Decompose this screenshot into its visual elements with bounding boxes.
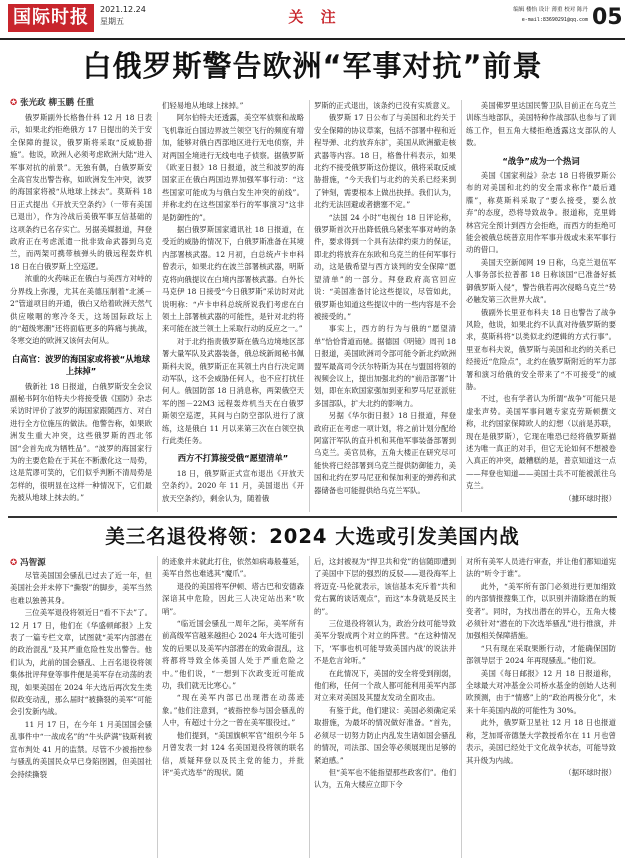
article1-column-2: [162, 100, 304, 512]
article2-column-3: [314, 556, 456, 858]
article2-author: 冯智源: [20, 558, 46, 568]
article2-paragraph: 三位退役将领认为，政治分歧可能导致美军分裂成两个对立的阵营。“在这种情况下，‘军事也机可能导致美国内战’的说法并不是危言耸听。”: [314, 619, 456, 666]
article1-paragraph: 美国《国家利益》杂志 18 日将俄罗斯公布的对美国和北约的安全需求称作“最后通牒”，称莫斯科采取了“要么接受，要么放弃”的态度，恐将导致战争。报道称，克里姆林宫完全预计到西方会拒绝，而西方的拒绝可能会被俄总统普京用作军事升级或未来军事行动的借口。: [466, 171, 616, 255]
masthead: [0, 0, 625, 40]
star-icon: ✪: [10, 98, 21, 108]
star-icon: ✪: [10, 558, 21, 568]
article1-paragraph: 浓重的火药味正在俄白与美西方对峙的分界线上弥漫，尤其在美德压制着“北溪－2”管道项目的开通，俄白又给着欧洲天然气供应喉咽的寒冷冬天，这场国际政坛上的“超级寒潮”还将面临更多的阵痛与挑战，冬寒交迫的欧洲又该何去何从。: [10, 274, 152, 346]
article1-subhead-2: 西方不打算接受俄“愿望清单”: [177, 453, 289, 464]
issue-weekday: 星期五: [100, 17, 124, 26]
column-divider: [309, 556, 310, 858]
article2-column-4: [466, 556, 616, 858]
article1-paragraph: 据白俄罗斯国家通讯社 18 日报道，在受近的威胁的情况下，白俄罗斯准备在其境内部署核武器。12 月初，白总统卢卡申科曾表示，如果北约在波兰部署核武器，明斯克将向俄提议在白境内部署核武器。白外长马克伊 18 日接受“今日俄罗斯”采访时对此说明称：“卢卡申科总统所说我们考虑在白领土上部署核武器的可能性，是针对北约将来可能在波兰领土上采取行动的反应之一。”: [162, 225, 304, 334]
article1-paragraph: 对于北约指责俄罗斯在俄乌边境地区部署大量军队及武器装备，俄总统新闻秘书佩斯科夫说，俄罗斯正在其领土内自行决定调动军队，这不会威胁任何人，也不应打扰任何人。俄国防部 18 日消息称，两架俄空天军的图－22M3 远程轰炸机当天在白俄罗斯领空巡逻，其间与白防空部队进行了演练，这是俄白 11 月以来第三次在白领空执行此类任务。: [162, 336, 304, 445]
article1-column-3: [314, 100, 456, 512]
article1-headline: 白俄罗斯警告欧洲“军事对抗”前景: [82, 49, 543, 83]
article1-paragraph: 美国天空新闻网 19 日称，乌克兰退伍军人事务部长拉普都 18 日称该国“已准备好抵御俄罗斯入侵”，警告俄若再次侵略乌克兰“势必触发第三次世界大战”。: [466, 257, 616, 305]
column-divider: [461, 100, 462, 512]
page-number: 05: [592, 5, 623, 30]
article2-source: （据环球时报）: [564, 767, 616, 777]
article1-paragraph: 另据《华尔街日报》18 日报道，拜登政府正在考虑一项计划，将之前计划分配给阿富汗军队的直升机和其他军事装备部署到乌克兰。美官员称，五角大楼正在研究尽可能快将已经部署到乌克兰提供防御能力，美国和北约在罗马尼亚和保加利亚的弹药和武器储备也可能提供给乌克兰军队。: [314, 411, 456, 495]
article2-paragraph: “临近国会骚乱一周年之际，美军所有前高级军官越来越担心 2024 年大选可能引发的后果以及美军内部潜在的致命混乱，这将都将导致全体美国人处于严重危险之中。”他们说，“一想到下次政变近可能成功，我们就无比寒心。”: [162, 619, 304, 691]
issue-date: 2021.12.24: [100, 5, 146, 14]
article1-paragraph: 阿尔伯特夫还透露，美空军侦察和战略飞机靠近白国边界波兰领空飞行的频度有增加，能够对俄白西部地区进行无电侦察，并对两国全境进行无线电电子侦察。据俄罗斯《欧亚日报》18 日报道，波兰和波罗的海国家正在俄白两国边界加强军事行动：“这些国家可能成为与俄白发生冲突的前线”。并称北约在这些国家举行的军事演习“这非是防御性的”。: [162, 113, 304, 222]
article2-paragraph: 尽管美国国会骚乱已过去了近一年，但美国社会并未停下“撕裂”的脚步，美军当然也难以独善其身。: [10, 571, 152, 605]
article2-paragraph: 但“美军也不能指望那些政客们”。他们认为，五角大楼应立即下令: [314, 767, 456, 790]
article1-paragraph: 不过，也有学者认为所谓“战争”可能只是虚张声势。美国军事问题专家克劳斯顿撰文称，北约国家保障欧人的幻想（以前是苏联，现在是俄罗斯），它现在唯恐已经将俄罗斯描述为唯一真正的对手，但它无论如何不想被卷入真正的冲突，最糟糕的是，普京知道这一点——拜登也知道——美国士兵不可能被派往乌克兰。: [466, 394, 616, 491]
article1-source: （據环球时报）: [564, 493, 616, 503]
article1-paragraph: 俄罗斯副外长格鲁什科 12 月 18 日表示，如果北约拒绝俄方 17 日提出的关于安全保障的提议，俄罗斯将采取“反威胁措施”。他说，欧洲人必须考虑欧洲大陆“进入军事对抗的前景”。无独有偶，白俄罗斯安全高官发出警告称，如欧洲发生冲突，波罗的海国家将被“从地球上抹去”。莫斯科 18 日正式提出《开放天空条约》（一带有美国已退出），作为冷战后美俄军事互信基础的这项条约已名存实亡。另据美媒报道，拜登政府正在考虑派遣一批非致命武器到乌克兰，而两架可携带核弹头的俄远程轰炸机 18 日在白俄罗斯上空巡逻。: [10, 113, 152, 271]
article1-paragraph: 俄新社 18 日报道，白俄罗斯安全会议副秘书阿尔伯特夫少将接受俄《国防》杂志采访时评价了波罗的海国家跟随西方、对白进行全方位施压的做法。他警告称，如果欧洲发生重大冲突，这些俄罗斯的西北邻国“会首先成为牺牲品”。“波罗的海国家行为的主要危险在于其在不断激化这一局势，这是荒谬可笑的，它们似乎判断不清局势是怎样的，很明显在这样一种情况下，它们最先被从地球上抹去的。”: [10, 381, 152, 503]
article1-paragraph: 美国佛罗里达国民警卫队目前正在乌克兰训练当地部队，美国特种作战部队也参与了训练工作，但五角大楼拒绝透露这支部队的人数。: [466, 101, 616, 148]
article2-paragraph: 美国《每日邮报》12 月 18 日报道称，全球最大对冲基金公司桥水基金的创始人达利欧预测，由于“情感”上的“政治两极分化”，未来十年美国内战的可能性为 30%。: [466, 668, 616, 715]
article1-column-4: [466, 100, 616, 512]
article1-byline: [10, 96, 94, 108]
article2-paragraph: 此外，俄罗斯卫星社 12 月 18 日也报道称，芝加哥帝德堡大学教授希尔在 11 月也曾表示，美国已经处于文化战争状态，可能导致其升级为内战。: [466, 718, 616, 765]
article1-paragraph: 俄罗斯 17 日公布了与美国和北约关于安全保障的协议草案，包括不部署中程和近程导弹、北约放弃东扩，美国从欧洲撤走核武器等内容。18 日，格鲁什科表示，如果北约不接受俄罗斯这份提议，俄将采取反威胁措施，“今天我们与北约的关系已经来到了钟刻，需要根本上做出抉择。我们认为，北约无法回避或者搪塞不定。”: [314, 113, 456, 210]
editor-credits: 编辑 楼怡 设计 薄重 校对 陈丹: [513, 7, 588, 13]
article2-paragraph: 在此情况下，美国的安全将受到削弱，他们称，任何一个敌人都可能利用美军内部对立来对美国及其盟友发动全面攻击。: [314, 668, 456, 703]
article2-paragraph: 的迹象并未就此打住，依然如病毒般蔓延，美军自然也难逃其“魔爪”。: [162, 557, 304, 579]
article2-column-1: [10, 570, 152, 858]
contact-email: e-mail:83690291@qq.com: [521, 17, 588, 23]
column-divider: [309, 100, 310, 512]
article1-paragraph: “法国 24 小时”电视台 18 日评论称，俄罗斯首次开出降低俄乌紧张军事对峙的条件，要求得到一个具有法律约束力的保证，即北约将放弃在东欧和乌克兰的任何军事行动，这是俄希望与西方谈判的安全保障“愿望清单”的一部分。拜登政府高官回应说：“美国准备讨论这些提议，尽管如此，俄罗斯也知道这些提议中的一些内容是不会被接受的。”: [314, 212, 456, 321]
article2-headline: 美三名退役将领：2024 大选或引发美国内战: [105, 525, 520, 548]
article1-paragraph: 罗斯的正式退出，该条约已没有实质意义。: [314, 101, 455, 110]
column-divider: [157, 556, 158, 858]
article1-paragraph: 18 日，俄罗斯正式宣布退出《开放天空条约》。2020 年 11 月，美国退出《开放天空条约》，剩余认为，随着俄: [162, 468, 304, 503]
article2-paragraph: 对所有美军人员进行审查，并让他们都知道宪法的“听令于谁”。: [466, 557, 616, 579]
article1-paragraph: 事实上，西方的行为与俄的“愿望清单”恰恰背道而驰。据德国《明镜》周刊 18 日报道，美国欧洲司令部可能令新北约欧洲盟军最高司令沃尔特斯为其在与盟国将领的视频会议上，提出加强北约的“前沿部署”计划，即在东欧国家强加到亚和罗马尼亚派驻多国部队，扩大北约的影响力。: [314, 324, 456, 408]
section-title: 关 注: [288, 8, 342, 26]
column-divider: [461, 556, 462, 858]
column-divider: [157, 112, 158, 512]
article-separator: [8, 516, 617, 518]
article1-paragraph: 俄副外长里亚布科夫 18 日也警告了战争风险，他说，如果北约不认真对待俄罗斯的要求，莫斯科将“以类似北约逻辑的方式行事”。里亚布科夫说，俄罗斯与美国和北约的关系已经接近“危险点”，北约在俄罗斯附近的军力部署和演习给俄的安全带来了“不可接受”的威胁。: [466, 307, 616, 391]
article2-column-2: [162, 556, 304, 858]
article1-authors: 张光政 柳玉鹏 任重: [20, 98, 95, 108]
article2-paragraph: 三位美军退役将领近日“看不下去”了。12 月 17 日，他们在《华盛顿邮报》上发表了一篇专栏文章，试图就“美军内部潜在的政治混乱”及其严重危险性发出警告。他们认为，此前的国会骚乱、上百名退役将领集体批评拜登等事件便是美军存在动荡的表现，如果美国在 2024 年大选后再次发生类似政变动乱，那么届时“被撕裂的美军”可能会引发新内战。: [10, 608, 152, 717]
newspaper-logo: 国际时报: [8, 4, 94, 32]
article1-paragraph: 们轻易地从地球上抹掉。”: [162, 101, 244, 110]
article2-paragraph: “只有现在采取果断行动，才能确保国防部领导层于 2024 年再现骚乱。”他们说。: [466, 643, 616, 666]
article2-byline: [10, 556, 46, 568]
article1-subhead-1: 白高官：波罗的海国家或将被“从地球上抹掉”: [11, 353, 151, 377]
article2-paragraph: 退役的美国将军伊顿、塔古巴和安德森深谙其中危险，因此三人决定站出来“吹哨”。: [162, 581, 304, 616]
article2-paragraph: 他们提到，“美国旗帜军官”组织今年 5 月曾发表一封 124 名美国退役将领的联名信，质疑拜登以及民主党的能力，并批评“美式选举”的现状。随: [162, 730, 304, 777]
article2-paragraph: 11 月 17 日，在今年 1 月美国国会骚乱事件中“一战成名”的“牛头萨满”钱斯利被宣布判处 41 月的监禁。尽管不少被指控参与骚乱的美国民众早已身陷囹圄，但美国社会持续撕裂: [10, 719, 152, 779]
article2-paragraph: 此外，“美军所有部门必须进行更加细致的内部情报搜集工作，以识别并清除潜在的叛变者”。同时，为找出潜在的异心，五角大楼必须针对“潜在的下次选举骚乱”进行推演，并加强相关保障措施。: [466, 581, 616, 641]
article2-paragraph: 后，这封被视为“捍卫共和党”的信随即遭到了美国中下层的强烈的反驳——退役海军上将迈克·马伦就表示，该信基本充斥着“共和党右翼的谈话观点”，而这“本身就是反民主的”。: [314, 557, 456, 616]
article2-paragraph: 有鉴于此，他们建议：美国必须确定采取措施，为最坏的情况做好准备。“首先，必须尽一切努力防止内乱发生诸如国会骚乱的情况，司法部、国会等必须展现出足够的紧迫感。”: [314, 705, 456, 765]
article2-paragraph: “现在美军内部已出现潜在动荡迹象。”他们注意到，“被指控参与国会骚乱的人中，有超过十分之一曾在美军服役过。”: [162, 693, 304, 728]
article1-subhead-3: “战争”成为一个热词: [502, 155, 580, 166]
article1-column-1: [10, 112, 152, 512]
